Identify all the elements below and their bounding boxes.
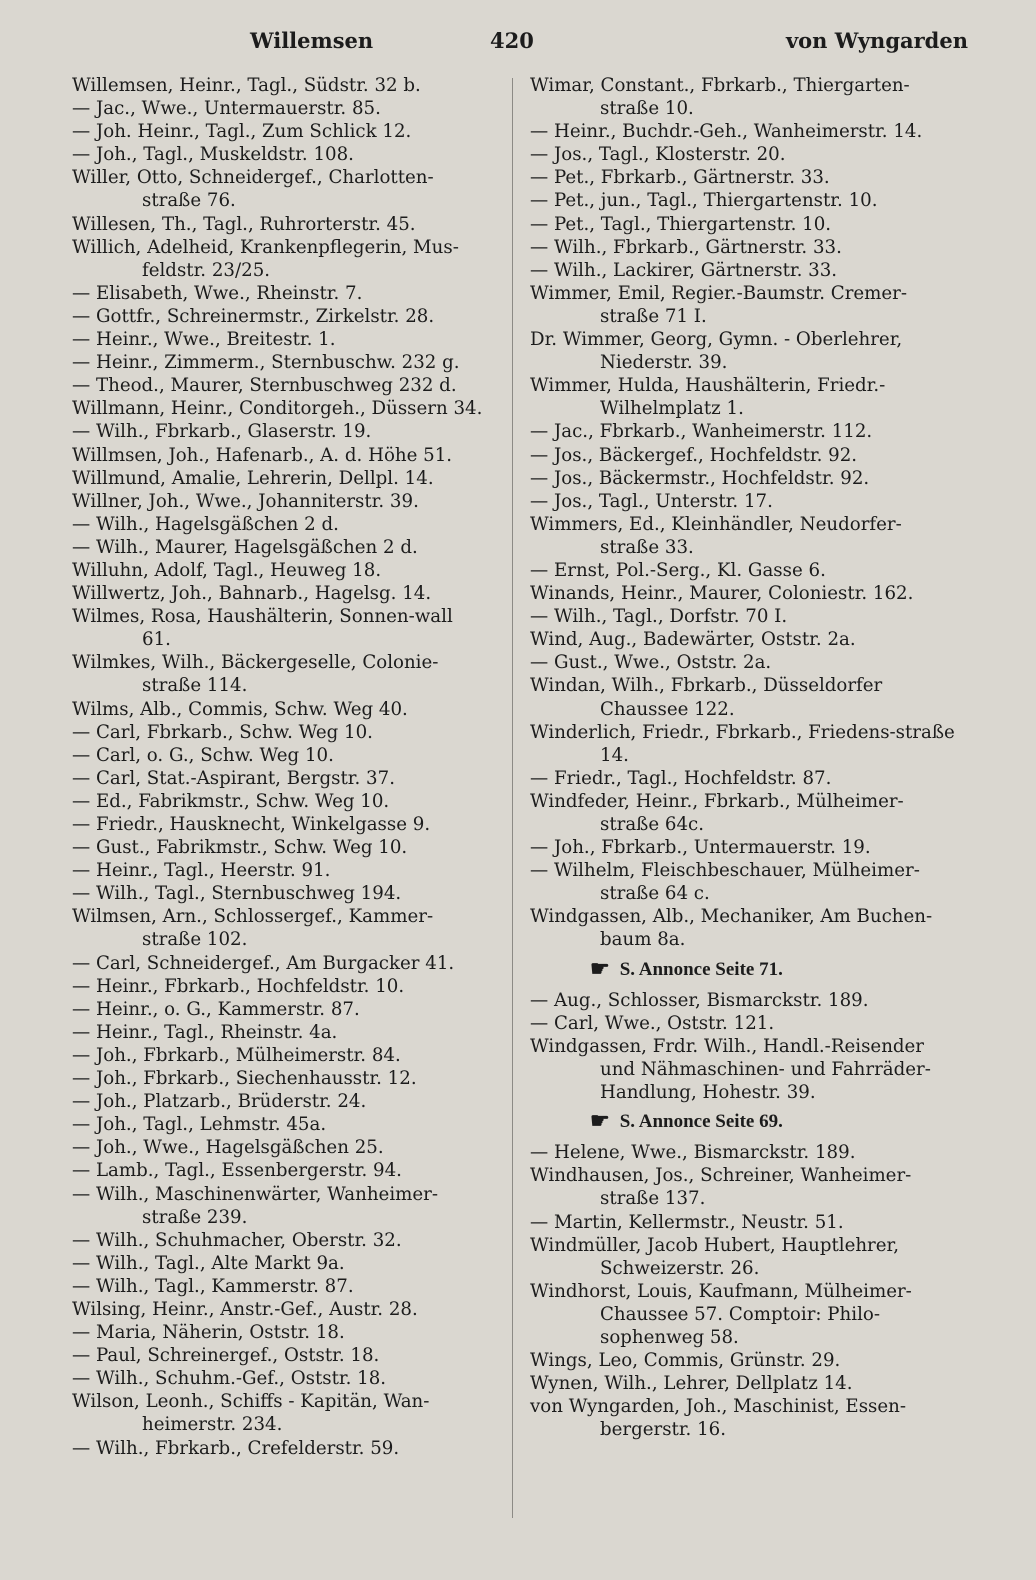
directory-entry: Windgassen, Frdr. Wilh., Handl.-Reisender und Nähmaschinen- und Fahrräder-Handlung, Hohestr. 39.	[530, 1035, 931, 1104]
directory-entry: — Friedr., Tagl., Hochfeldstr. 87.	[530, 767, 832, 789]
directory-entry: — Theod., Maurer, Sternbuschweg 232 d.	[72, 375, 457, 397]
directory-entry: — Gottfr., Schreinermstr., Zirkelstr. 28.	[72, 305, 435, 327]
column-divider	[512, 78, 513, 1518]
directory-entry: — Maria, Näherin, Oststr. 18.	[72, 1322, 345, 1344]
right-column	[530, 74, 960, 1441]
directory-entry: — Jac., Fbrkarb., Wanheimerstr. 112.	[530, 421, 873, 443]
directory-entry: Willmsen, Joh., Hafenarb., A. d. Höhe 51.	[72, 444, 453, 466]
directory-entry: — Wilh., Schuhm.-Gef., Oststr. 18.	[72, 1368, 387, 1390]
directory-entry: Willwertz, Joh., Bahnarb., Hagelsg. 14.	[72, 583, 432, 605]
directory-entry: Wilmkes, Wilh., Bäckergeselle, Colonie-straße 114.	[72, 652, 439, 697]
directory-entry: — Carl, Stat.-Aspirant, Bergstr. 37.	[72, 767, 395, 789]
header-right: von Wyngarden	[785, 28, 968, 53]
directory-entry: — Joh., Platzarb., Brüderstr. 24.	[72, 1091, 367, 1113]
directory-entry: — Aug., Schlosser, Bismarckstr. 189.	[530, 989, 869, 1011]
directory-entry: — Paul, Schreinergef., Oststr. 18.	[72, 1345, 380, 1367]
directory-entry: Willuhn, Adolf, Tagl., Heuweg 18.	[72, 559, 382, 581]
directory-entry: — Wilh., Maschinenwärter, Wanheimer-straße 239.	[72, 1183, 438, 1228]
directory-entry: Willesen, Th., Tagl., Ruhrorterstr. 45.	[72, 213, 416, 235]
directory-entry: — Carl, Wwe., Oststr. 121.	[530, 1012, 775, 1034]
directory-entry: — Helene, Wwe., Bismarckstr. 189.	[530, 1142, 856, 1164]
directory-entry: — Carl, o. G., Schw. Weg 10.	[72, 744, 334, 766]
page-number: 420	[490, 28, 534, 53]
directory-entry: Windhausen, Jos., Schreiner, Wanheimer-straße 137.	[530, 1165, 912, 1210]
directory-entry: — Jos., Tagl., Klosterstr. 20.	[530, 144, 786, 166]
annonce-69	[530, 1110, 960, 1133]
directory-entry: — Heinr., Tagl., Rheinstr. 4a.	[72, 1021, 338, 1043]
directory-entry: — Heinr., o. G., Kammerstr. 87.	[72, 998, 360, 1020]
directory-entry: — Joh. Heinr., Tagl., Zum Schlick 12.	[72, 121, 412, 143]
directory-entry: Windmüller, Jacob Hubert, Hauptlehrer, Schweizerstr. 26.	[530, 1234, 899, 1279]
right-entries-group-3	[530, 1141, 960, 1441]
directory-entry: — Pet., Fbrkarb., Gärtnerstr. 33.	[530, 167, 830, 189]
directory-entry: — Carl, Schneidergef., Am Burgacker 41.	[72, 952, 455, 974]
directory-entry: — Heinr., Tagl., Heerstr. 91.	[72, 860, 331, 882]
directory-entry: Willmann, Heinr., Conditorgeh., Düssern 34.	[72, 398, 483, 420]
directory-entry: — Joh., Fbrkarb., Untermauerstr. 19.	[530, 837, 871, 859]
directory-entry: — Martin, Kellermstr., Neustr. 51.	[530, 1211, 844, 1233]
directory-entry: Dr. Wimmer, Georg, Gymn. - Oberlehrer, Niederstr. 39.	[530, 329, 903, 374]
annonce-69-text: S. Annonce Seite 69.	[619, 1111, 783, 1133]
directory-entry: — Heinr., Zimmerm., Sternbuschw. 232 g.	[72, 352, 460, 374]
right-entries-group-1	[530, 74, 960, 952]
directory-entry: Willmund, Amalie, Lehrerin, Dellpl. 14.	[72, 467, 434, 489]
directory-entry: — Pet., Tagl., Thiergartenstr. 10.	[530, 213, 832, 235]
directory-entry: Willemsen, Heinr., Tagl., Südstr. 32 b.	[72, 75, 421, 96]
directory-entry: Winands, Heinr., Maurer, Coloniestr. 162.	[530, 583, 914, 605]
directory-entry: — Joh., Wwe., Hagelsgäßchen 25.	[72, 1137, 384, 1159]
directory-entry: Wimmer, Emil, Regier.-Baumstr. Cremer-straße 71 I.	[530, 282, 908, 327]
directory-entry: — Joh., Fbrkarb., Siechenhausstr. 12.	[72, 1068, 417, 1090]
directory-entry: — Gust., Fabrikmstr., Schw. Weg 10.	[72, 837, 408, 859]
directory-entry: Windhorst, Louis, Kaufmann, Mülheimer-Chaussee 57. Comptoir: Philo-sophenweg 58.	[530, 1280, 912, 1348]
directory-entry: — Wilhelm, Fleischbeschauer, Mülheimer-straße 64 c.	[530, 860, 920, 905]
directory-entry: Wilmes, Rosa, Haushälterin, Sonnen-wall 61.	[72, 606, 453, 651]
directory-entry: — Wilh., Fbrkarb., Glaserstr. 19.	[72, 421, 372, 443]
page-header	[60, 28, 976, 62]
directory-entry: — Lamb., Tagl., Essenbergerstr. 94.	[72, 1160, 402, 1182]
directory-entry: — Wilh., Maurer, Hagelsgäßchen 2 d.	[72, 536, 418, 558]
directory-entry: — Pet., jun., Tagl., Thiergartenstr. 10.	[530, 190, 878, 212]
directory-entry: — Heinr., Fbrkarb., Hochfeldstr. 10.	[72, 975, 405, 997]
directory-entry: — Ed., Fabrikmstr., Schw. Weg 10.	[72, 790, 390, 812]
left-column	[72, 74, 487, 1460]
directory-entry: Wilsing, Heinr., Anstr.-Gef., Austr. 28.	[72, 1298, 418, 1320]
directory-entry: Wilson, Leonh., Schiffs - Kapitän, Wan-heimerstr. 234.	[72, 1391, 430, 1436]
directory-entry: — Wilh., Tagl., Kammerstr. 87.	[72, 1275, 354, 1297]
directory-entry: — Wilh., Lackirer, Gärtnerstr. 33.	[530, 259, 838, 281]
directory-entry: — Jos., Bäckergef., Hochfeldstr. 92.	[530, 444, 858, 466]
directory-entry: — Ernst, Pol.-Serg., Kl. Gasse 6.	[530, 559, 826, 581]
directory-entry: — Elisabeth, Wwe., Rheinstr. 7.	[72, 282, 363, 304]
directory-entry: Windfeder, Heinr., Fbrkarb., Mülheimer-straße 64c.	[530, 790, 904, 835]
pointing-hand-icon: ☛	[590, 1108, 610, 1134]
directory-entry: Willner, Joh., Wwe., Johanniterstr. 39.	[72, 490, 419, 512]
directory-entry: — Wilh., Tagl., Sternbuschweg 194.	[72, 883, 402, 905]
directory-entry: Wind, Aug., Badewärter, Oststr. 2a.	[530, 629, 856, 651]
directory-entry: Wimar, Constant., Fbrkarb., Thiergarten-straße 10.	[530, 75, 910, 120]
directory-entry: — Joh., Tagl., Muskeldstr. 108.	[72, 144, 354, 166]
directory-entry: — Jos., Bäckermstr., Hochfeldstr. 92.	[530, 467, 870, 489]
directory-entry: Wimmer, Hulda, Haushälterin, Friedr.-Wilhelmplatz 1.	[530, 375, 886, 420]
directory-entry: — Friedr., Hausknecht, Winkelgasse 9.	[72, 814, 431, 835]
annonce-71-text: S. Annonce Seite 71.	[619, 958, 783, 980]
directory-entry: Windgassen, Alb., Mechaniker, Am Buchen-baum 8a.	[530, 906, 933, 951]
directory-entry: — Heinr., Buchdr.-Geh., Wanheimerstr. 14.	[530, 121, 923, 143]
directory-entry: — Wilh., Fbrkarb., Crefelderstr. 59.	[72, 1437, 400, 1459]
directory-entry: Wings, Leo, Commis, Grünstr. 29.	[530, 1350, 841, 1372]
directory-entry: Wilms, Alb., Commis, Schw. Weg 40.	[72, 698, 408, 720]
directory-entry: — Wilh., Schuhmacher, Oberstr. 32.	[72, 1229, 402, 1251]
directory-entry: Wimmers, Ed., Kleinhändler, Neudorfer-straße 33.	[530, 513, 902, 558]
directory-entry: — Heinr., Wwe., Breitestr. 1.	[72, 329, 336, 351]
directory-entry: Willich, Adelheid, Krankenpflegerin, Mus-feldstr. 23/25.	[72, 236, 459, 281]
directory-entry: — Wilh., Hagelsgäßchen 2 d.	[72, 513, 339, 535]
pointing-hand-icon: ☛	[590, 955, 610, 981]
directory-entry: — Joh., Tagl., Lehmstr. 45a.	[72, 1114, 327, 1136]
directory-entry: — Gust., Wwe., Oststr. 2a.	[530, 652, 772, 674]
directory-entry: — Jos., Tagl., Unterstr. 17.	[530, 490, 773, 512]
directory-entry: Winderlich, Friedr., Fbrkarb., Friedens-straße 14.	[530, 721, 955, 766]
directory-entry: — Jac., Wwe., Untermauerstr. 85.	[72, 98, 381, 120]
directory-entry: — Wilh., Fbrkarb., Gärtnerstr. 33.	[530, 236, 842, 258]
directory-entry: Wilmsen, Arn., Schlossergef., Kammer-straße 102.	[72, 906, 434, 951]
directory-entry: — Joh., Fbrkarb., Mülheimerstr. 84.	[72, 1044, 401, 1066]
directory-entry: von Wyngarden, Joh., Maschinist, Essen-bergerstr. 16.	[530, 1396, 906, 1441]
header-left: Willemsen	[250, 28, 374, 53]
directory-entry: Windan, Wilh., Fbrkarb., Düsseldorfer Chaussee 122.	[530, 675, 883, 720]
directory-entry: — Wilh., Tagl., Alte Markt 9a.	[72, 1252, 345, 1274]
annonce-71	[530, 955, 960, 981]
right-entries-group-2	[530, 989, 960, 1104]
directory-entry: — Wilh., Tagl., Dorfstr. 70 I.	[530, 606, 788, 628]
directory-entry: — Carl, Fbrkarb., Schw. Weg 10.	[72, 721, 373, 743]
directory-entry: Wynen, Wilh., Lehrer, Dellplatz 14.	[530, 1373, 853, 1395]
directory-entry: Willer, Otto, Schneidergef., Charlotten-straße 76.	[72, 167, 434, 212]
